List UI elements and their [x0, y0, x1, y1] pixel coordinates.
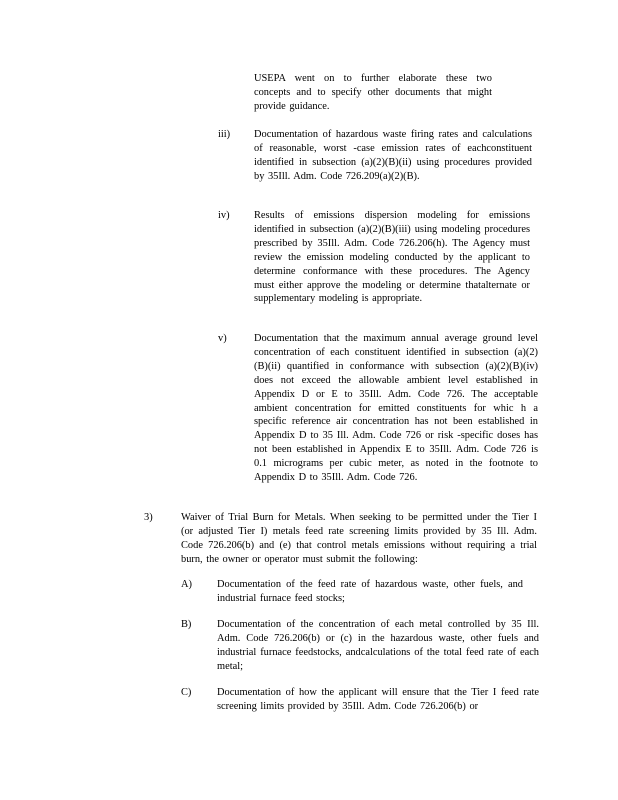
list-marker-c: C)	[181, 687, 192, 698]
list-item-b-text: Documentation of the concentration of each metal controlled by 35 Ill. Adm. Code 726.206(b) or (c) in the hazardous waste, other fuels and industrial furnace feedstocks, andcalculations of the total feed rate of each metal;	[217, 619, 539, 672]
list-marker-v: v)	[218, 333, 227, 344]
list-marker-iii: iii)	[218, 129, 231, 140]
list-marker-a: A)	[181, 579, 192, 590]
list-item-3-text: Waiver of Trial Burn for Metals. When seeking to be permitted under the Tier I (or adjusted Tier I) metals feed rate screening limits provided by 35 Ill. Adm. Code 726.206(b) and (e) that control metals emissions without requiring a trial burn, the owner or operator must submit the following:	[181, 512, 537, 565]
list-marker-3: 3)	[144, 512, 153, 523]
list-item-iv-text: Results of emissions dispersion modeling for emissions identified in subsection (a)(2)(B)(iii) using modeling procedures prescribed by 35Ill. Adm. Code 726.206(h). The Agency must review the emission modeling conducted by the applicant to determine conformance with these procedures. The Agency must either approve the modeling or determine thatalternate or supplementary modeling is appropriate.	[254, 210, 530, 305]
list-item-a-text: Documentation of the feed rate of hazardous waste, other fuels, and industrial furnace feed stocks;	[217, 579, 523, 604]
list-marker-iv: iv)	[218, 210, 230, 221]
continued-paragraph: USEPA went on to further elaborate these two concepts and to specify other documents that might provide guidance.	[254, 73, 492, 112]
list-item-c-text: Documentation of how the applicant will ensure that the Tier I feed rate screening limits provided by 35Ill. Adm. Code 726.206(b) or	[217, 687, 539, 712]
list-item-v-text: Documentation that the maximum annual average ground level concentration of each constituent identified in subsection (a)(2)(B)(ii) quantified in conformance with subsection (a)(2)(B)(iv) does not exceed the allowable ambient level established in Appendix D or E to 35Ill. Adm. Code 726. The acceptable ambient concentration for emitted constituents for whic h a specific reference air concentration has not been established in Appendix D to 35 Ill. Adm. Code 726 or risk -specific doses has not been established in Appendix E to 35Ill. Adm. Code 726 is 0.1 micrograms per cubic meter, as noted in the footnote to Appendix D to 35Ill. Adm. Code 726.	[254, 333, 538, 484]
list-item-iii-text: Documentation of hazardous waste firing rates and calculations of reasonable, worst -case emission rates of eachconstituent identified in subsection (a)(2)(B)(ii) using procedures provided by 35Ill. Adm. Code 726.209(a)(2)(B).	[254, 129, 532, 182]
list-marker-b: B)	[181, 619, 192, 630]
